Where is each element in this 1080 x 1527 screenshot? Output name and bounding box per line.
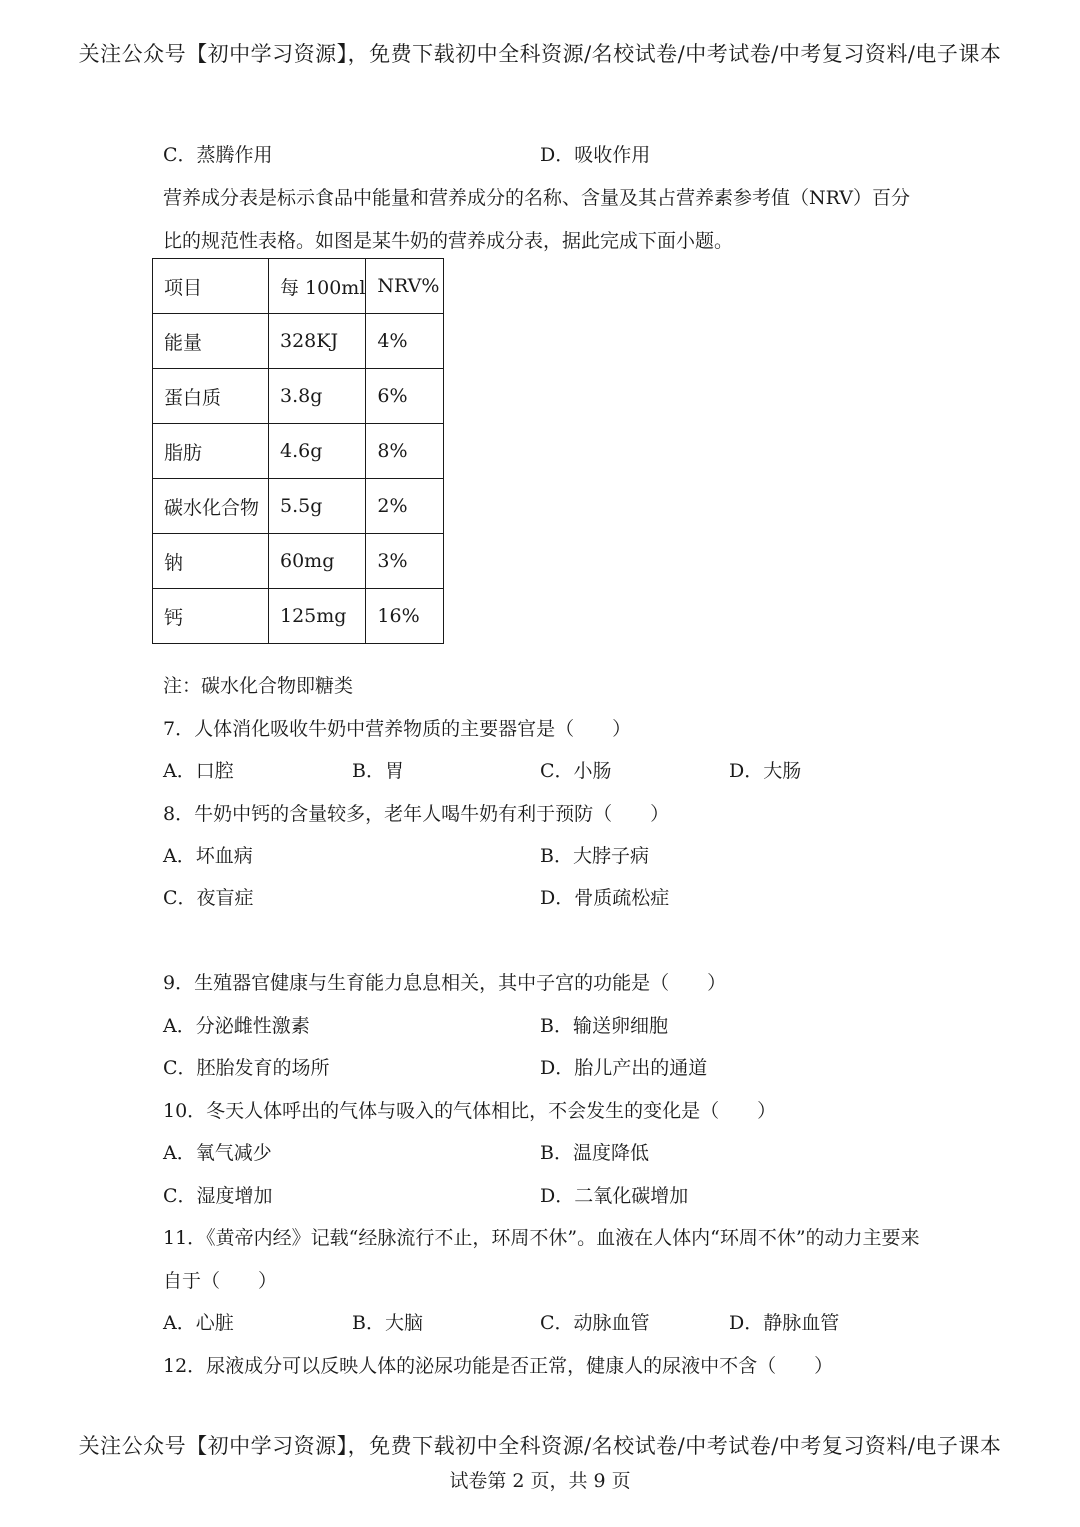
- table-header-cell: NRV%: [366, 259, 444, 314]
- table-cell: 328KJ: [269, 314, 366, 369]
- question-7-stem: 7．人体消化吸收牛奶中营养物质的主要器官是（ ）: [163, 718, 632, 740]
- question-10-stem: 10．冬天人体呼出的气体与吸入的气体相比，不会发生的变化是（ ）: [163, 1100, 777, 1122]
- table-cell: 4.6g: [269, 424, 366, 479]
- question-11-stem-cont: 自于（ ）: [163, 1270, 278, 1292]
- table-cell: 2%: [366, 479, 444, 534]
- q11-option-a: A．心脏: [163, 1312, 234, 1334]
- table-cell: 钠: [153, 534, 269, 589]
- intro-line-1: 营养成分表是标示食品中能量和营养成分的名称、含量及其占营养素参考值（NRV）百分: [163, 187, 910, 209]
- q7-option-a: A．口腔: [163, 760, 234, 782]
- question-8-stem: 8．牛奶中钙的含量较多，老年人喝牛奶有利于预防（ ）: [163, 803, 670, 825]
- q9-option-c: C．胚胎发育的场所: [163, 1057, 330, 1079]
- q8-option-a: A．坏血病: [163, 845, 253, 867]
- table-cell: 钙: [153, 589, 269, 644]
- table-cell: 3%: [366, 534, 444, 589]
- table-cell: 6%: [366, 369, 444, 424]
- page-number: 试卷第 2 页，共 9 页: [449, 1470, 631, 1492]
- q10-option-c: C．湿度增加: [163, 1185, 273, 1207]
- q7-option-d: D．大肠: [729, 760, 802, 782]
- table-row: [153, 589, 444, 644]
- table-cell: 5.5g: [269, 479, 366, 534]
- prev-option-d: D．吸收作用: [540, 144, 651, 166]
- table-row: [153, 479, 444, 534]
- q9-option-d: D．胎儿产出的通道: [540, 1057, 708, 1079]
- table-row: [153, 314, 444, 369]
- table-cell: 4%: [366, 314, 444, 369]
- q9-option-b: B．输送卵细胞: [540, 1015, 668, 1037]
- question-12-stem: 12．尿液成分可以反映人体的泌尿功能是否正常，健康人的尿液中不含（ ）: [163, 1355, 834, 1377]
- table-cell: 125mg: [269, 589, 366, 644]
- table-cell: 脂肪: [153, 424, 269, 479]
- table-row: [153, 369, 444, 424]
- q8-option-d: D．骨质疏松症: [540, 887, 670, 909]
- q8-option-b: B．大脖子病: [540, 845, 649, 867]
- q10-option-d: D．二氧化碳增加: [540, 1185, 689, 1207]
- table-header-cell: 每 100ml: [269, 259, 366, 314]
- table-header-cell: 项目: [153, 259, 269, 314]
- table-row: [153, 424, 444, 479]
- table-cell: 60mg: [269, 534, 366, 589]
- q11-option-d: D．静脉血管: [729, 1312, 840, 1334]
- q7-option-b: B．胃: [352, 760, 404, 782]
- q9-option-a: A．分泌雌性激素: [163, 1015, 310, 1037]
- intro-line-2: 比的规范性表格。如图是某牛奶的营养成分表，据此完成下面小题。: [163, 230, 734, 252]
- table-cell: 3.8g: [269, 369, 366, 424]
- table-header-row: [153, 259, 444, 314]
- table-note: 注：碳水化合物即糖类: [163, 675, 354, 697]
- table-row: [153, 534, 444, 589]
- q11-option-c: C．动脉血管: [540, 1312, 650, 1334]
- q7-option-c: C．小肠: [540, 760, 612, 782]
- prev-option-c: C．蒸腾作用: [163, 144, 273, 166]
- q11-option-b: B．大脑: [352, 1312, 423, 1334]
- table-cell: 碳水化合物: [153, 479, 269, 534]
- question-9-stem: 9．生殖器官健康与生育能力息息相关，其中子宫的功能是（ ）: [163, 972, 727, 994]
- table-cell: 能量: [153, 314, 269, 369]
- question-11-stem: 11．《黄帝内经》记载“经脉流行不止，环周不休”。血液在人体内“环周不休”的动力主要来: [163, 1227, 920, 1249]
- q10-option-b: B．温度降低: [540, 1142, 649, 1164]
- table-cell: 16%: [366, 589, 444, 644]
- header-banner: 关注公众号【初中学习资源】，免费下载初中全科资源/名校试卷/中考试卷/中考复习资料/电子课本: [78, 42, 1002, 66]
- footer-banner: 关注公众号【初中学习资源】，免费下载初中全科资源/名校试卷/中考试卷/中考复习资料/电子课本: [78, 1434, 1002, 1458]
- table-cell: 蛋白质: [153, 369, 269, 424]
- nutrition-table: [152, 258, 444, 644]
- table-cell: 8%: [366, 424, 444, 479]
- q10-option-a: A．氧气减少: [163, 1142, 272, 1164]
- q8-option-c: C．夜盲症: [163, 887, 254, 909]
